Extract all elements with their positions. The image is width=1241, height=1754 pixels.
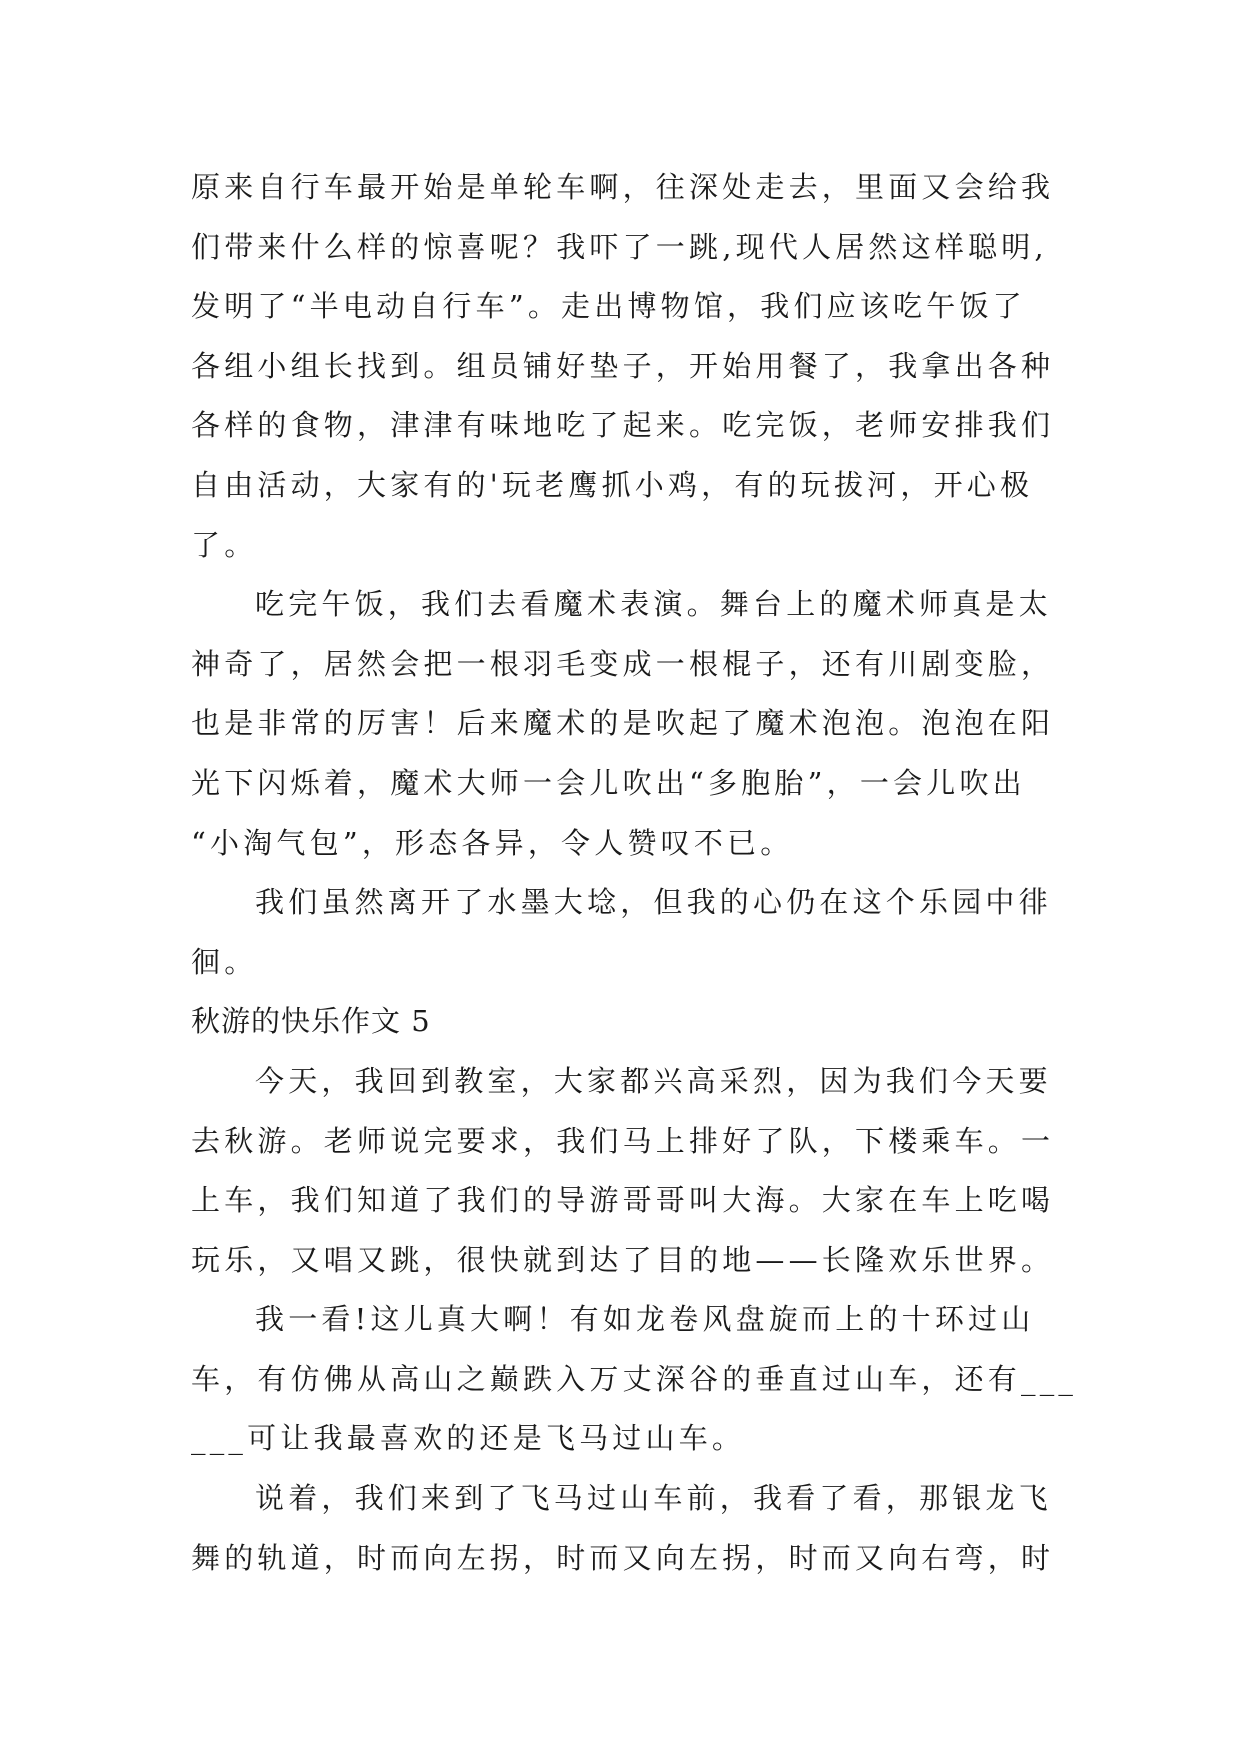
paragraph-start-line: 吃完午饭，我们去看魔术表演。舞台上的魔术师真是太	[255, 587, 1052, 622]
text-line: 了。	[191, 527, 258, 562]
text-line: 各样的食物，津津有味地吃了起来。吃完饭，老师安排我们	[191, 408, 1055, 443]
paragraph-start-line: 我一看!这儿真大啊！有如龙卷风盘旋而上的十环过山	[255, 1302, 1035, 1337]
paragraph-start-line: 今天，我回到教室，大家都兴高采烈，因为我们今天要	[255, 1063, 1052, 1098]
text-line: 舞的轨道，时而向左拐，时而又向左拐，时而又向右弯，时	[191, 1540, 1055, 1575]
text-line: “小淘气包”，形态各异，令人赞叹不已。	[191, 825, 794, 860]
paragraph-start-line: 我们虽然离开了水墨大埝，但我的心仍在这个乐园中徘	[255, 885, 1052, 920]
text-line: 自由活动，大家有的'玩老鹰抓小鸡，有的玩拔河，开心极	[191, 467, 1034, 502]
text-line: 各组小组长找到。组员铺好垫子，开始用餐了，我拿出各种	[191, 348, 1055, 383]
text-line: 也是非常的厉害！后来魔术的是吹起了魔术泡泡。泡泡在阳	[191, 706, 1055, 741]
text-line: 玩乐，又唱又跳，很快就到达了目的地——长隆欢乐世界。	[191, 1242, 1055, 1277]
text-line: 发明了“半电动自行车”。走出博物馆，我们应该吃午饭了	[191, 289, 1026, 324]
document-page	[191, 158, 1091, 1588]
text-line: 们带来什么样的惊喜呢？我吓了一跳,现代人居然这样聪明,	[191, 229, 1048, 264]
text-line: 原来自行车最开始是单轮车啊，往深处走去，里面又会给我	[191, 170, 1055, 204]
text-line: 上车，我们知道了我们的导游哥哥叫大海。大家在车上吃喝	[191, 1183, 1055, 1218]
text-line: 神奇了，居然会把一根羽毛变成一根棍子，还有川剧变脸，	[191, 646, 1055, 681]
text-line: ___可让我最喜欢的还是飞马过山车。	[191, 1421, 746, 1456]
section-heading: 秋游的快乐作文 5	[191, 1004, 431, 1039]
text-line: 去秋游。老师说完要求，我们马上排好了队，下楼乘车。一	[191, 1123, 1055, 1158]
text-line: 车，有仿佛从高山之巅跌入万丈深谷的垂直过山车，还有___	[191, 1361, 1078, 1396]
text-line: 光下闪烁着，魔术大师一会儿吹出“多胞胎”，一会儿吹出	[191, 765, 1026, 800]
text-line: 徊。	[191, 944, 258, 979]
paragraph-start-line: 说着，我们来到了飞马过山车前，我看了看，那银龙飞	[255, 1481, 1052, 1516]
